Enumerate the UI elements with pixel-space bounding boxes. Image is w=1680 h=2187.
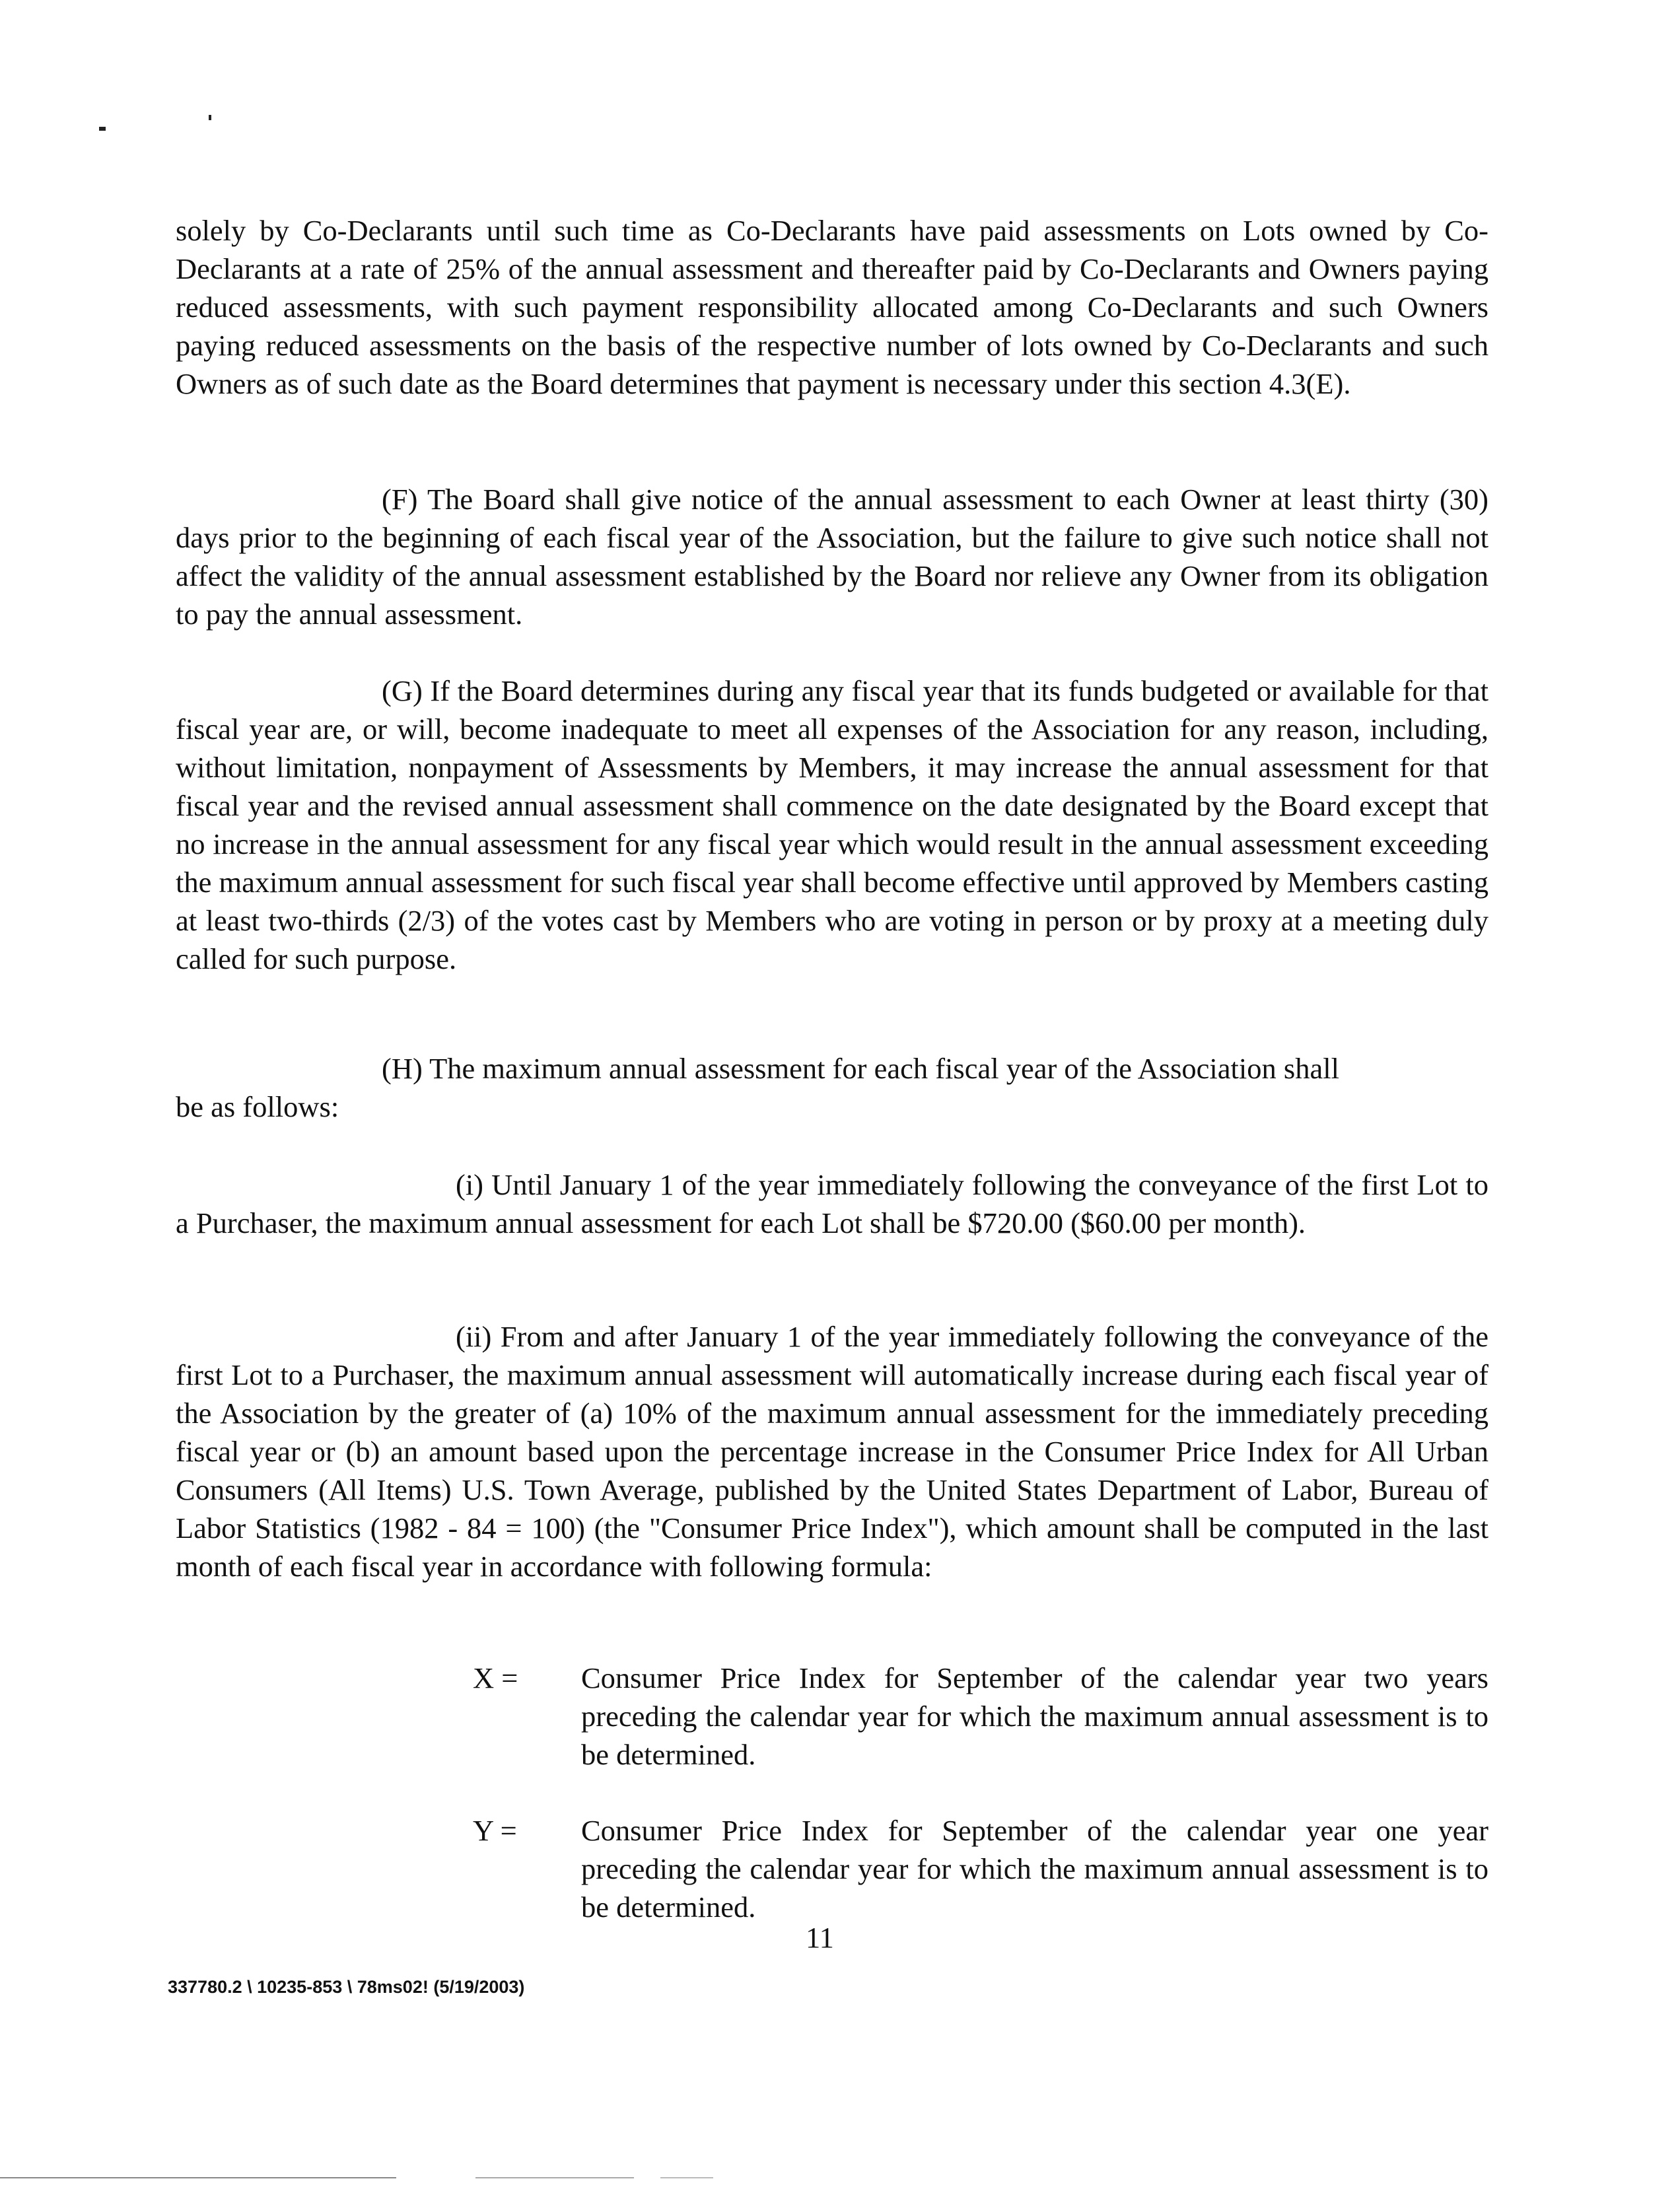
paragraph-g: (G) If the Board determines during any fiscal year that its funds budgeted or available for that fiscal year are, or will, become inadequate to meet all expenses of the Association for any reason, including, without limitation, nonpayment of Assessments by Members, it may increase the annual assessment for that fiscal year and the revised annual assessment shall commence on the date designated by the Board except that no increase in the annual assessment for any fiscal year which would result in the annual assessment exceeding the maximum annual assessment for such fiscal year shall become effective until approved by Members casting at least two-thirds (2/3) of the votes cast by Members who are voting in person or by proxy at a meeting duly called for such purpose.: [176, 674, 1488, 975]
paragraph-i: (i) Until January 1 of the year immediately following the conveyance of the first Lot to a Purchaser, the maximum annual assessment for each Lot shall be $720.00 ($60.00 per month).: [176, 1168, 1488, 1239]
scan-edge-line: [475, 2177, 634, 2178]
paragraph-ii: (ii) From and after January 1 of the year immediately following the conveyance of the first Lot to a Purchaser, the maximum annual assessment will automatically increase during each fiscal year of the Association by the greater of (a) 10% of the maximum annual assessment for the immediately preceding fiscal year or (b) an amount based upon the percentage increase in the Consumer Price Index for All Urban Consumers (All Items) U.S. Town Average, published by the United States Department of Labor, Bureau of Labor Statistics (1982 - 84 = 100) (the "Consumer Price Index"), which amount shall be computed in the last month of each fiscal year in accordance with following formula:: [176, 1320, 1488, 1583]
definition-label: Y =: [473, 1814, 517, 1847]
definition-text: Consumer Price Index for September of the calendar year two years preceding the calendar year for which the maximum annual assessment is to be determined.: [581, 1661, 1488, 1771]
document-id-footer: 337780.2 \ 10235-853 \ 78ms02! (5/19/2003): [168, 1977, 525, 1997]
page-number: 11: [806, 1921, 834, 1954]
definition-label: X =: [473, 1661, 518, 1694]
continuation-paragraph: solely by Co-Declarants until such time as Co-Declarants have paid assessments on Lots owned by Co-Declarants at a rate of 25% of the annual assessment and thereafter paid by Co-Declarants and Owners paying reduced assessments, with such payment responsibility allocated among Co-Declarants and such Owners paying reduced assessments on the basis of the respective number of lots owned by Co-Declarants and such Owners as of such date as the Board determines that payment is necessary under this section 4.3(E).: [176, 214, 1488, 400]
paragraph-h-first-line: (H) The maximum annual assessment for each fiscal year of the Association shall: [382, 1052, 1339, 1085]
scan-mark: [209, 115, 211, 120]
paragraph-f: (F) The Board shall give notice of the annual assessment to each Owner at least thirty (30) days prior to the beginning of each fiscal year of the Association, but the failure to give such notice shall not affect the validity of the annual assessment established by the Board nor relieve any Owner from its obligation to pay the annual assessment.: [176, 483, 1488, 631]
scan-edge-line: [0, 2177, 396, 2178]
scan-edge-line: [660, 2177, 713, 2178]
scan-mark: [99, 127, 106, 131]
definition-text: Consumer Price Index for September of the calendar year one year preceding the calendar year for which the maximum annual assessment is to be determined.: [581, 1814, 1488, 1924]
paragraph-h-second-line: be as follows:: [176, 1090, 339, 1123]
